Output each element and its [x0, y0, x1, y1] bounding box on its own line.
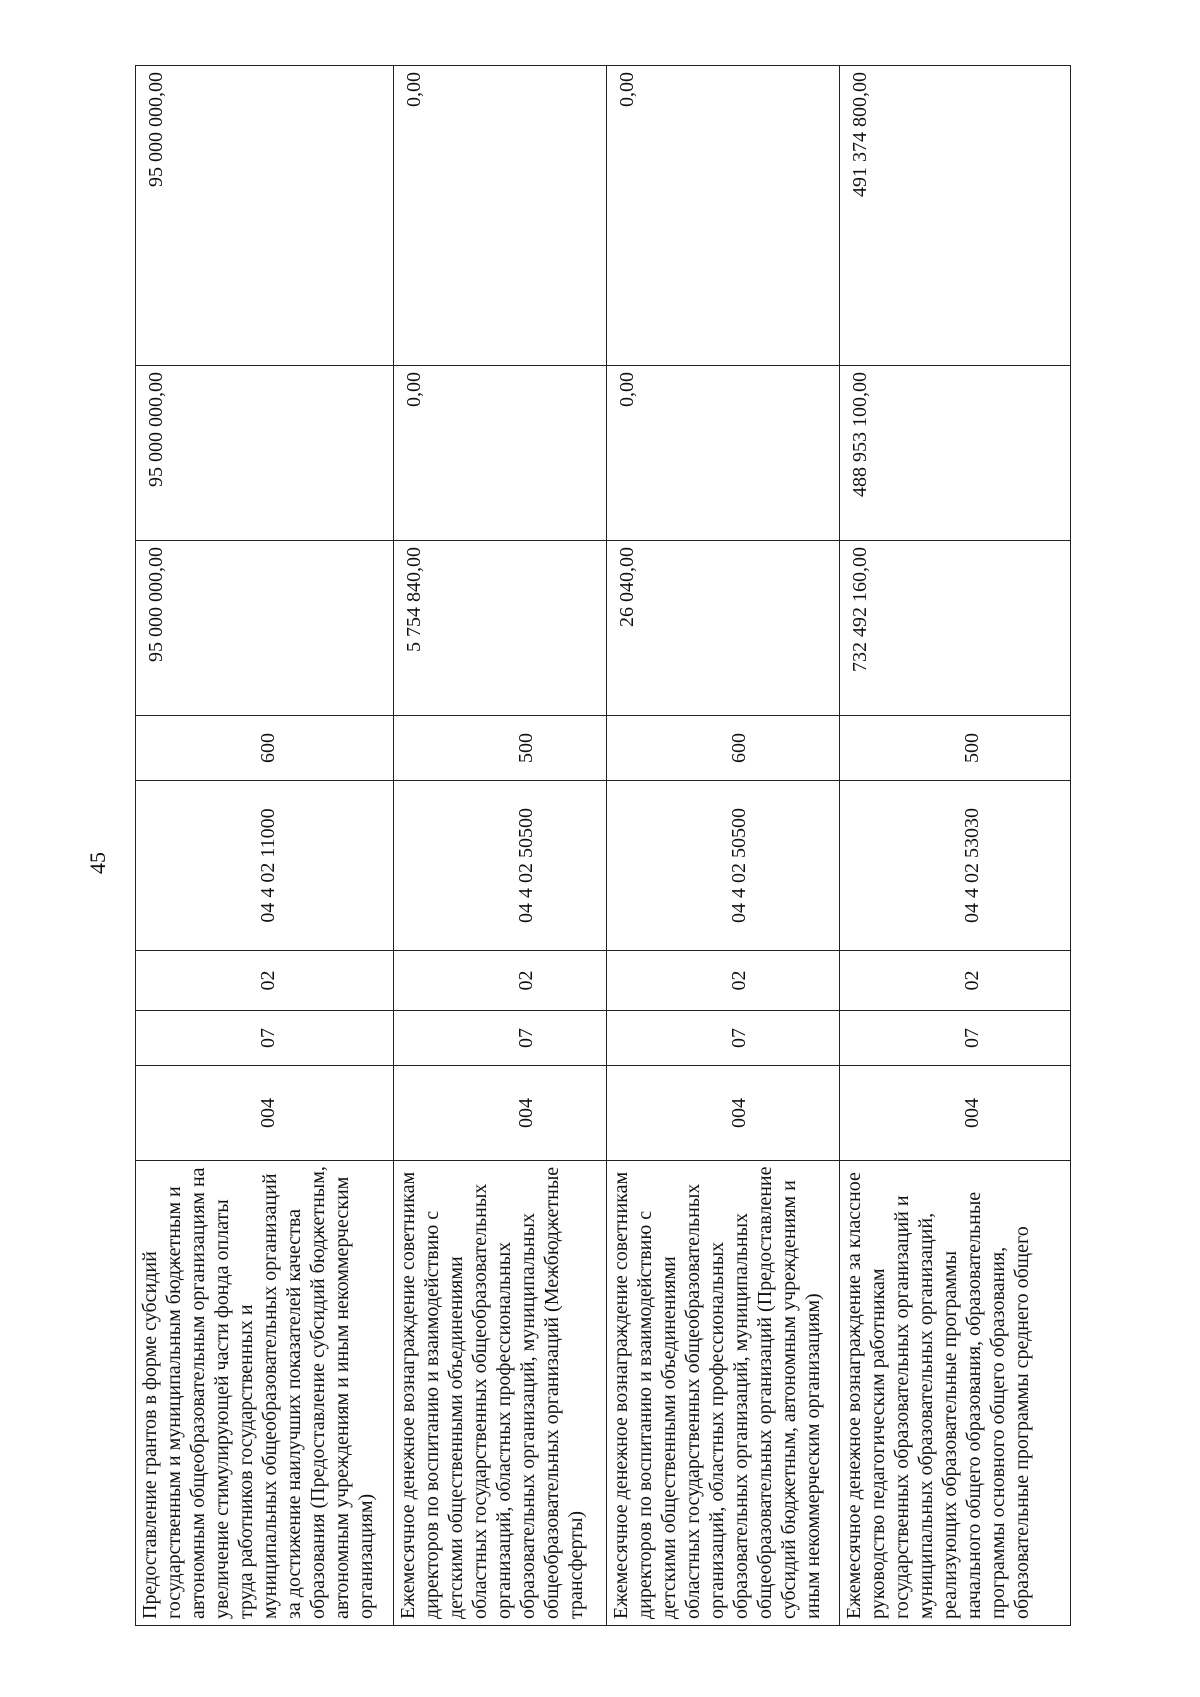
target-article: 04 4 02 50500 — [607, 781, 840, 951]
rotated-table-container — [135, 66, 1070, 1626]
sum-year-3: 0,00 — [394, 66, 607, 366]
sum-year-2: 95 000 000,00 — [136, 366, 394, 541]
sum-year-3: 95 000 000,00 — [136, 66, 394, 366]
target-article: 04 4 02 53030 — [840, 781, 1071, 951]
row-name: Ежемесячное денежное вознаграждение за классное руководство педагогическим работникам государственных образовательных организаций и муниципальных образовательных организаций, реализующих образовательные программы начального общего образования, образовательные программы основного общего образования, образовательные программы среднего общего — [840, 1161, 1071, 1626]
row-name: Ежемесячное денежное вознаграждение советникам директоров по воспитанию и взаимодействию с детскими общественными объединениями областных государственных общеобразовательных организаций, областных профессиональных образовательных организаций, муниципальных общеобразовательных организаций (Предоставление субсидий бюджетным, автономным учреждениям и иным некоммерческим организациям) — [607, 1161, 840, 1626]
section-code: 07 — [136, 1011, 394, 1066]
sum-year-1: 732 492 160,00 — [840, 541, 1071, 716]
section-code: 07 — [840, 1011, 1071, 1066]
sum-year-2: 0,00 — [607, 366, 840, 541]
table-row — [607, 66, 840, 1626]
row-name: Ежемесячное денежное вознаграждение советникам директоров по воспитанию и взаимодействию с детскими общественными объединениями областных государственных общеобразовательных организаций, областных профессиональных образовательных организаций, муниципальных общеобразовательных организаций (Межбюджетные трансферты) — [394, 1161, 607, 1626]
sum-year-1: 95 000 000,00 — [136, 541, 394, 716]
page-number: 45 — [85, 852, 110, 874]
table-row — [840, 66, 1071, 1626]
subsection-code: 02 — [394, 951, 607, 1011]
table-row — [136, 66, 394, 1626]
expense-type: 500 — [840, 716, 1071, 781]
row-name: Предоставление грантов в форме субсидий государственным и муниципальным бюджетным и автономным общеобразовательным организациям на увеличение стимулирующей части фонда оплаты труда работников государственных и муниципальных общеобразовательных организаций за достижение наилучших показателей качества образования (Предоставление субсидий бюджетным, автономным учреждениям и иным некоммерческим организациям) — [136, 1161, 394, 1626]
sum-year-3: 491 374 800,00 — [840, 66, 1071, 366]
subsection-code: 02 — [607, 951, 840, 1011]
sum-year-1: 5 754 840,00 — [394, 541, 607, 716]
table-row — [394, 66, 607, 1626]
ministry-code: 004 — [607, 1066, 840, 1161]
subsection-code: 02 — [840, 951, 1071, 1011]
expense-type: 600 — [136, 716, 394, 781]
sum-year-2: 0,00 — [394, 366, 607, 541]
expense-type: 600 — [607, 716, 840, 781]
sum-year-1: 26 040,00 — [607, 541, 840, 716]
sum-year-3: 0,00 — [607, 66, 840, 366]
target-article: 04 4 02 11000 — [136, 781, 394, 951]
sum-year-2: 488 953 100,00 — [840, 366, 1071, 541]
section-code: 07 — [607, 1011, 840, 1066]
subsection-code: 02 — [136, 951, 394, 1011]
ministry-code: 004 — [394, 1066, 607, 1161]
section-code: 07 — [394, 1011, 607, 1066]
expense-type: 500 — [394, 716, 607, 781]
budget-table — [135, 65, 1071, 1626]
ministry-code: 004 — [840, 1066, 1071, 1161]
ministry-code: 004 — [136, 1066, 394, 1161]
target-article: 04 4 02 50500 — [394, 781, 607, 951]
